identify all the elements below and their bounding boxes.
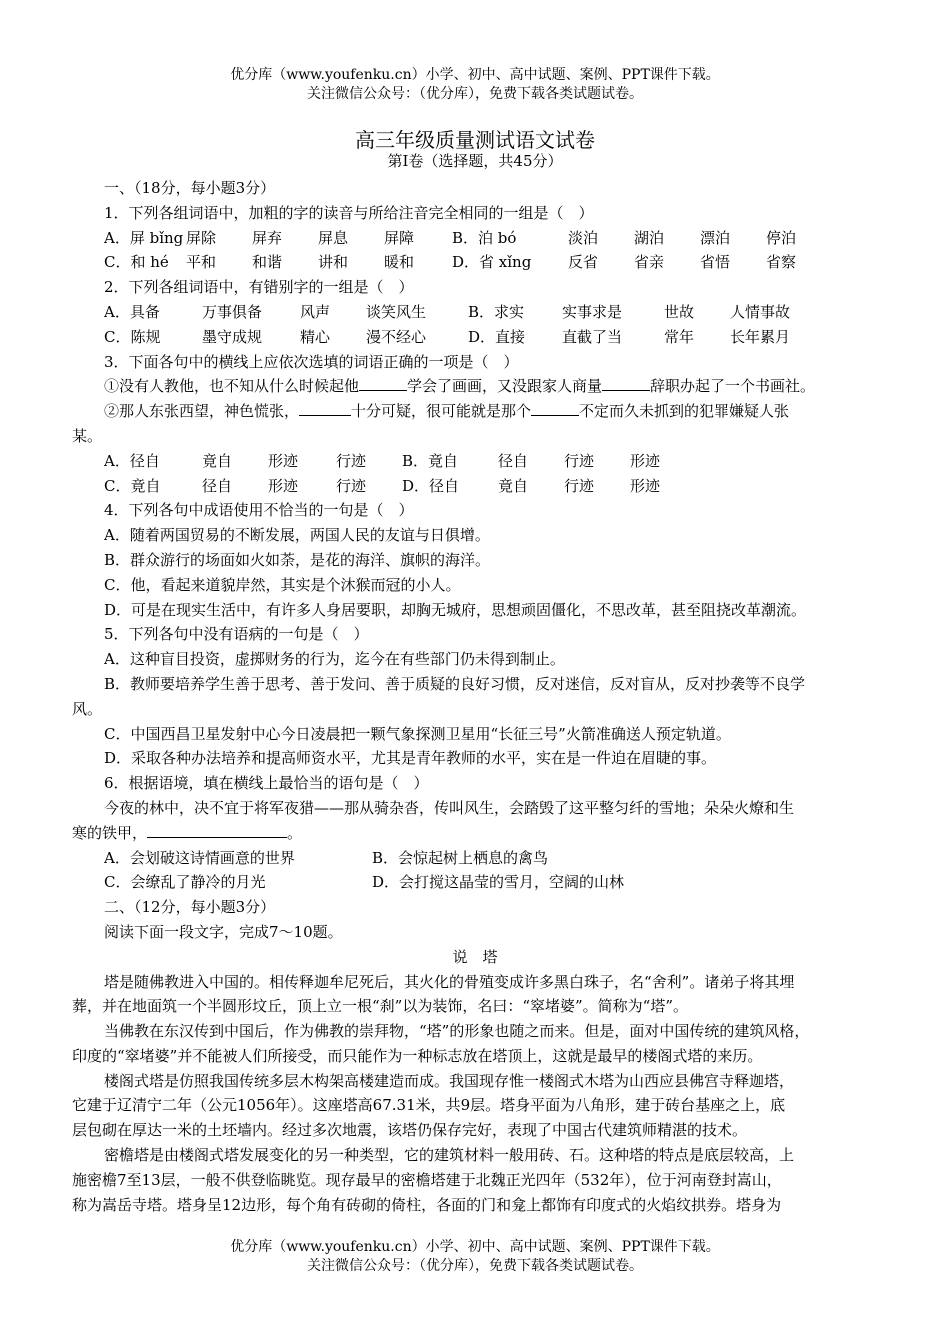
q3-word: 竟自 [202,451,233,470]
q1-word: 讲和 [318,253,349,272]
fill-blank [531,400,579,416]
q3-word: 行迹 [336,451,367,470]
q5-option-b: B．教师要培养学生善于思考、善于发问、善于质疑的良好习惯，反对迷信，反对盲从，反对抄袭等不良学 [104,674,806,693]
article-line: 塔是随佛教进入中国的。相传释迦牟尼死后，其火化的骨殖变成许多黑白珠子，名“舍利”。诸弟子将其埋 [104,972,795,991]
q2-opt: C．陈规 [104,327,161,346]
q3-word: 形迹 [268,476,299,495]
q3-sentence-2 [104,399,886,424]
q1-word: 屏障 [384,228,415,247]
q2-word: 人情事故 [730,302,791,321]
q5-option-d: D．采取各种办法培养和提高师资水平，尤其是青年教师的水平，实在是一件迫在眉睫的事。 [104,749,717,768]
article-line: 当佛教在东汉传到中国后，作为佛教的崇拜物，“塔”的形象也随之而来。但是，面对中国传统的建筑风格， [104,1022,810,1041]
q1-word: 平和 [186,253,217,272]
page-title: 高三年级质量测试语文试卷 [355,128,595,152]
section-2-heading: 二、（12分，每小题3分） [104,898,276,917]
q2-word: 风声 [300,302,331,321]
q2-word: 精心 [300,327,331,346]
q6-passage-line-2 [72,821,886,846]
q3-s1-text: 辞职办起了一个书画社。 [650,377,816,396]
q2-word: 谈笑风生 [366,302,427,321]
q2-stem: 2．下列各组词语中，有错别字的一组是（ ） [104,278,414,297]
q2-word: 万事俱备 [202,302,263,321]
q6-passage-line-1: 今夜的林中，决不宜于将军夜猎——那从骑杂沓，传叫风生，会踏毁了这平整匀纤的雪地；朵朵火燎和生 [104,798,795,817]
q2-opt: A．具备 [104,302,160,321]
q1-word: 屏除 [186,228,217,247]
footer-line-2: 关注微信公众号：（优分库），免费下载各类试题试卷。 [307,1258,643,1274]
article-line: 层包砌在厚达一米的土坯墙内。经过多次地震，该塔仍保存完好，表现了中国古代建筑师精湛的技术。 [72,1121,748,1140]
q4-option-c: C．他，看起来道貌岸然，其实是个沐猴而冠的小人。 [104,575,461,594]
q1-stem: 1．下列各组词语中，加粗的字的读音与所给注音完全相同的一组是（ ） [104,203,594,222]
header-line-1: 优分库（www.youfenku.cn）小学、初中、高中试题、案例、PPT课件下载。 [230,67,720,83]
q5-option-a: A．这种盲目投资，虚掷财务的行为，迄今在有些部门仍未得到制止。 [104,650,565,669]
fill-blank [359,375,407,391]
q1-word: 屏息 [318,228,349,247]
q1-word: 省察 [766,253,797,272]
q2-word: 常年 [664,327,695,346]
q2-word: 世故 [664,302,695,321]
q2-word: 长年累月 [730,327,791,346]
q6-stem: 6．根据语境，填在横线上最恰当的语句是（ ） [104,774,429,793]
q3-s1-text: 学会了画画，又没跟家人商量 [407,377,603,396]
q6-options-row-2 [104,870,886,895]
q3-s2-text: ②那人东张西望，神色慌张， [104,402,300,421]
q1-word: 屏弃 [252,228,283,247]
article-line: 施密檐7至13层，一般不供登临眺览。现存最早的密檐塔建于北魏正光四年（532年），位于河南登封嵩山， [72,1170,782,1189]
q4-option-a: A．随着两国贸易的不断发展，两国人民的友谊与日俱增。 [104,526,490,545]
q6-option-c: C．会缭乱了静冷的月光 [104,873,266,892]
q1-options-row-1 [104,226,886,251]
q1-opt: D．省 xǐng [452,253,532,272]
q3-options-row-1 [104,449,886,474]
q3-word: 行迹 [564,476,595,495]
q6-option-d: D．会打搅这晶莹的雪月，空阔的山林 [372,873,625,892]
q2-opt: B．求实 [468,302,525,321]
q1-word: 省悟 [700,253,731,272]
article-line: 密檐塔是由楼阁式塔发展变化的另一种类型，它的建筑材料一般用砖、石。这种塔的特点是底层较高，上 [104,1146,795,1165]
q6-options-row-1 [104,846,886,871]
q2-word: 直截了当 [562,327,623,346]
q4-stem: 4．下列各句中成语使用不恰当的一句是（ ） [104,501,414,520]
q1-word: 省亲 [634,253,665,272]
q3-word: 形迹 [268,451,299,470]
footer-line-1: 优分库（www.youfenku.cn）小学、初中、高中试题、案例、PPT课件下载。 [230,1239,720,1255]
q4-option-d: D．可是在现实生活中，有许多人身居要职，却胸无城府，思想顽固僵化，不思改革，甚至阻挠改革潮流。 [104,600,807,619]
q3-s2-text: 不定而久未抓到的犯罪嫌疑人张 [579,402,790,421]
q3-opt: A．径自 [104,451,160,470]
q3-word: 径自 [498,451,529,470]
article-line: 称为嵩岳寺塔。塔身呈12边形，每个角有砖砌的倚柱，各面的门和龛上都饰有印度式的火焰纹拱券。塔身为 [72,1195,782,1214]
q3-word: 形迹 [630,451,661,470]
fill-blank [299,400,351,416]
q2-options-row-1 [104,300,886,325]
q5-option-c: C．中国西昌卫星发射中心今日凌晨把一颗气象探测卫星用“长征三号”火箭准确送人预定轨道。 [104,724,731,743]
q1-opt: B．泊 bó [452,228,517,247]
q5-stem: 5．下列各句中没有语病的一句是（ ） [104,625,369,644]
article-line: 葬，并在地面筑一个半圆形坟丘，顶上立一根“刹”以为装饰，名曰：“窣堵婆”。简称为“塔”。 [72,997,689,1016]
q6-passage-text: 。 [287,823,303,842]
article-line: 印度的“窣堵婆”并不能被人们所接受，而只能作为一种标志放在塔顶上，这就是最早的楼阁式塔的来历。 [72,1046,763,1065]
q3-s1-text: ①没有人教他，也不知从什么时候起他 [104,377,360,396]
q2-word: 墨守成规 [202,327,263,346]
q1-word: 停泊 [766,228,797,247]
q3-s2-text: 十分可疑，很可能就是那个 [351,402,532,421]
q2-word: 实事求是 [562,302,623,321]
q5-option-b-cont: 风。 [72,699,103,718]
q2-options-row-2 [104,325,886,350]
q3-options-row-2 [104,474,886,499]
exam-content [72,176,886,1217]
reading-intro: 阅读下面一段文字，完成7～10题。 [104,922,343,941]
fill-blank [147,822,287,838]
q4-option-b: B．群众游行的场面如火如荼，是花的海洋、旗帜的海洋。 [104,550,491,569]
q1-options-row-2 [104,250,886,275]
q3-word: 形迹 [630,476,661,495]
q3-stem: 3．下面各句中的横线上应依次选填的词语正确的一项是（ ） [104,352,519,371]
q3-word: 径自 [202,476,233,495]
q1-word: 反省 [568,253,599,272]
q2-opt: D．直接 [468,327,526,346]
article-line: 它建于辽清宁二年（公元1056年）。这座塔高67.31米，共9层。塔身平面为八角形，建于砖台基座之上，底 [72,1096,786,1115]
q1-word: 和谐 [252,253,283,272]
article-line: 楼阁式塔是仿照我国传统多层木构架高楼建造而成。我国现存惟一楼阁式木塔为山西应县佛宫寺释迦塔， [104,1071,795,1090]
q2-word: 漫不经心 [366,327,427,346]
q6-passage-text: 寒的铁甲， [72,823,148,842]
page-subtitle: 第Ⅰ卷（选择题，共45分） [387,152,563,170]
q3-opt: D．径自 [402,476,460,495]
q1-word: 漂泊 [700,228,731,247]
q6-option-b: B．会惊起树上栖息的禽鸟 [372,848,549,867]
q1-opt: C．和 hé [104,253,169,272]
fill-blank [602,375,650,391]
q3-word: 竟自 [498,476,529,495]
q6-option-a: A．会划破这诗情画意的世界 [104,848,295,867]
q1-word: 淡泊 [568,228,599,247]
q3-opt: B．竟自 [402,451,459,470]
section-1-heading: 一、（18分，每小题3分） [104,179,276,197]
q3-sentence-2-cont: 某。 [72,426,103,445]
q1-opt: A．屏 bǐng [104,228,184,247]
article-title: 说 塔 [452,947,498,966]
header-line-2: 关注微信公众号：（优分库），免费下载各类试题试卷。 [307,86,643,102]
q3-word: 行迹 [564,451,595,470]
q1-word: 暖和 [384,253,415,272]
q3-word: 行迹 [336,476,367,495]
q3-sentence-1 [104,374,886,399]
q3-opt: C．竟自 [104,476,161,495]
q1-word: 湖泊 [634,228,665,247]
